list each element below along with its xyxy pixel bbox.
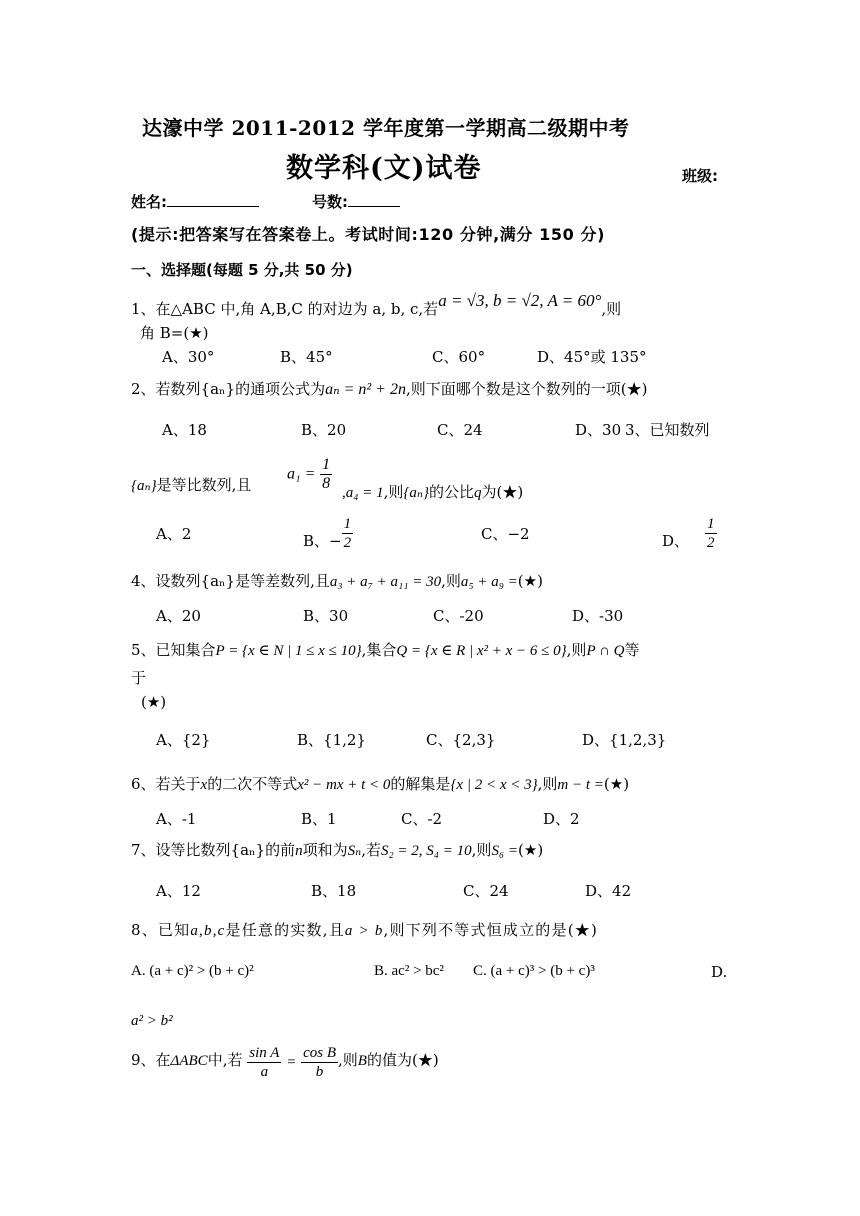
q6-stem: [131, 773, 629, 794]
name-blank: [167, 190, 259, 207]
q6-text-e: (★): [603, 775, 630, 793]
q6-option-b: B、1: [301, 810, 337, 828]
q7-option-a: A、12: [156, 882, 201, 900]
number-blank: [348, 190, 400, 207]
q9-equals: =: [286, 1054, 297, 1071]
q3-text-c: ,则: [383, 483, 404, 501]
q5-text-b: ,集合: [361, 641, 397, 659]
q2-option-a: A、18: [162, 421, 207, 439]
q9-f2-num: cos B: [303, 1045, 337, 1061]
q3-stem-a: 3、已知数列: [625, 421, 710, 439]
q8-text-b: 是任意的实数,且: [225, 921, 345, 939]
q6-formula-2: {x | 2 < x < 3}: [450, 777, 538, 793]
q9-b: B: [357, 1052, 367, 1069]
q6-option-d: D、2: [543, 810, 580, 828]
q7-stem: [131, 839, 543, 860]
q4-option-a: A、20: [156, 607, 201, 625]
q3-text-b: 是等比数列,且: [156, 476, 252, 494]
q3-seq: [131, 474, 251, 495]
q9-stem: [131, 1044, 439, 1081]
q3-q: q: [473, 485, 482, 501]
q5-stem-3: (★): [141, 693, 167, 711]
q3-rest: [342, 481, 523, 502]
q6-formula-3: m − t =: [557, 777, 604, 793]
school-title: 达濠中学 2011-2012 学年度第一学期高二级期中考: [142, 116, 630, 140]
number-label: 号数:: [312, 193, 348, 211]
section-title: 一、选择题(每题 5 分,共 50 分): [131, 261, 353, 279]
q6-option-a: A、-1: [156, 810, 197, 828]
q3-option-c: C、−2: [481, 525, 530, 543]
q8-option-c: C. (a + c)³ > (b + c)³: [473, 963, 595, 979]
q3-a1-den: 8: [322, 475, 331, 492]
q7-text-c: ,若: [361, 841, 381, 859]
q2-text-b: ,则下面哪个数是这个数列的一项(★): [405, 380, 648, 398]
q7-option-b: B、18: [311, 882, 357, 900]
q3-text-d: 的公比: [428, 483, 474, 501]
q6-text-c: 的解集是: [390, 775, 451, 793]
q3-text-e: 为(★): [481, 483, 524, 501]
q3-option-d-fraction: [705, 515, 717, 552]
q9-fraction-1: [247, 1044, 281, 1081]
q4-text-a: 4、设数列{aₙ}是等差数列,且: [131, 572, 330, 590]
q8-stem: [131, 919, 598, 940]
name-field: [131, 190, 259, 212]
q3-a1: [287, 456, 332, 493]
q3-option-b-den: 2: [343, 535, 352, 551]
q3-a4: ,a₄ = 1: [342, 485, 384, 501]
q5-formula-pq: P ∩ Q: [586, 643, 625, 659]
q3-seq-symbol-2: {aₙ}: [403, 485, 429, 501]
q4-text-b: ,则: [441, 572, 461, 590]
q1-option-a: A、30°: [162, 348, 215, 366]
q8-option-a: A. (a + c)² > (b + c)²: [131, 963, 254, 979]
q2-option-d: D、30: [575, 421, 622, 439]
q4-option-b: B、30: [303, 607, 349, 625]
q6-formula: x² − mx + t < 0: [297, 777, 391, 793]
q7-formula-2: S₆ =: [491, 843, 519, 859]
q4-option-d: D、-30: [572, 607, 624, 625]
q7-text-e: (★): [518, 841, 544, 859]
q8-ab: a > b: [344, 923, 384, 939]
q5-stem: [131, 639, 640, 660]
q7-formula: S₂ = 2, S₄ = 10: [380, 843, 472, 859]
q7-text-a: 7、设等比数列{aₙ}的前: [131, 841, 296, 859]
q9-f2-den: b: [315, 1064, 324, 1080]
q5-option-a: A、{2}: [156, 731, 211, 749]
q6-text-b: 的二次不等式: [207, 775, 298, 793]
q6-text-a: 6、若关于: [131, 775, 201, 793]
q3-a1-num: 1: [322, 456, 331, 473]
q9-fraction-2: [301, 1044, 338, 1081]
q4-stem: [131, 570, 543, 591]
q4-formula: a₃ + a₇ + a₁₁ = 30: [329, 574, 442, 590]
subject-title: 数学科(文)试卷: [286, 153, 482, 184]
q8-option-b: B. ac² > bc²: [374, 963, 444, 979]
q3-option-d-den: 2: [707, 535, 715, 551]
q5-text-a: 5、已知集合: [131, 641, 216, 659]
q9-f1-den: a: [260, 1064, 269, 1080]
q8-text-c: ,则下列不等式恒成立的是(★): [383, 921, 599, 939]
q6-x: x: [200, 777, 208, 793]
q5-formula-p: P = {x ∈ N | 1 ≤ x ≤ 10}: [215, 643, 362, 659]
q8-option-d-formula: a² > b²: [131, 1013, 173, 1029]
q9-text-d: 的值为(★): [366, 1050, 439, 1069]
q9-text-c: ,则: [338, 1050, 358, 1069]
q5-text-d: 等: [624, 641, 640, 659]
name-label: 姓名:: [131, 193, 167, 211]
q3-a1-lhs: a₁ =: [287, 465, 316, 483]
q7-text-d: ,则: [471, 841, 492, 859]
q7-text-b: 项和为: [302, 841, 348, 859]
class-label: 班级:: [682, 167, 718, 185]
q5-formula-q: Q = {x ∈ R | x² + x − 6 ≤ 0}: [396, 643, 567, 659]
q5-option-d: D、{1,2,3}: [582, 731, 667, 749]
q3-option-b-fraction: [342, 515, 354, 552]
q3-option-b: [303, 515, 353, 552]
q9-triangle: ΔABC: [170, 1052, 208, 1069]
q8-text-a: 8、已知: [131, 921, 191, 939]
q3-option-d: [662, 515, 717, 552]
q3-seq-symbol: {aₙ}: [131, 478, 157, 494]
q3-option-d-num: 1: [707, 516, 715, 532]
q9-text-a: 9、在: [131, 1050, 171, 1069]
q6-text-d: ,则: [537, 775, 558, 793]
q1-stem-2: 角 B=(★): [140, 324, 209, 342]
q3-option-b-prefix: B、−: [303, 531, 342, 550]
q5-option-c: C、{2,3}: [426, 731, 496, 749]
q2-option-c: C、24: [437, 421, 483, 439]
q2-stem: [131, 378, 647, 399]
q3-option-a: A、2: [156, 525, 192, 543]
q1-option-d: D、45°或 135°: [537, 348, 647, 366]
q1-formula: a = √3, b = √2, A = 60°: [438, 291, 602, 310]
q2-formula: aₙ = n² + 2n: [325, 381, 406, 398]
q7-sn: Sₙ: [347, 843, 362, 859]
q4-option-c: C、-20: [433, 607, 484, 625]
q3-option-b-num: 1: [343, 516, 352, 532]
q9-f1-num: sin A: [249, 1045, 280, 1061]
q1-option-b: B、45°: [280, 348, 333, 366]
q4-text-c: (★): [517, 572, 543, 590]
q3-option-d-prefix: D、: [662, 531, 690, 550]
q1-text-b: ,则: [601, 300, 622, 318]
q7-option-d: D、42: [585, 882, 632, 900]
q8-option-d: D.: [711, 963, 728, 981]
q7-n: n: [295, 843, 303, 859]
q2-option-b: B、20: [301, 421, 347, 439]
q3-a1-fraction: [320, 456, 332, 493]
q1-option-c: C、60°: [432, 348, 486, 366]
q5-stem-2: 于: [131, 669, 147, 687]
q8-abc: a,b,c: [190, 923, 226, 939]
q1-text-a: 1、在△ABC 中,角 A,B,C 的对边为 a, b, c,若: [131, 300, 439, 318]
q1-stem: [131, 291, 622, 319]
q5-option-b: B、{1,2}: [297, 731, 366, 749]
q9-text-b: 中,若: [207, 1050, 243, 1069]
number-field: [312, 190, 400, 212]
q6-option-c: C、-2: [401, 810, 443, 828]
q4-formula-2: a₅ + a₉ =: [460, 574, 518, 590]
q2-text-a: 2、若数列{aₙ}的通项公式为: [131, 380, 326, 398]
q7-option-c: C、24: [463, 882, 509, 900]
q5-text-c: ,则: [566, 641, 587, 659]
exam-hint: (提示:把答案写在答案卷上。考试时间:120 分钟,满分 150 分): [131, 225, 606, 244]
